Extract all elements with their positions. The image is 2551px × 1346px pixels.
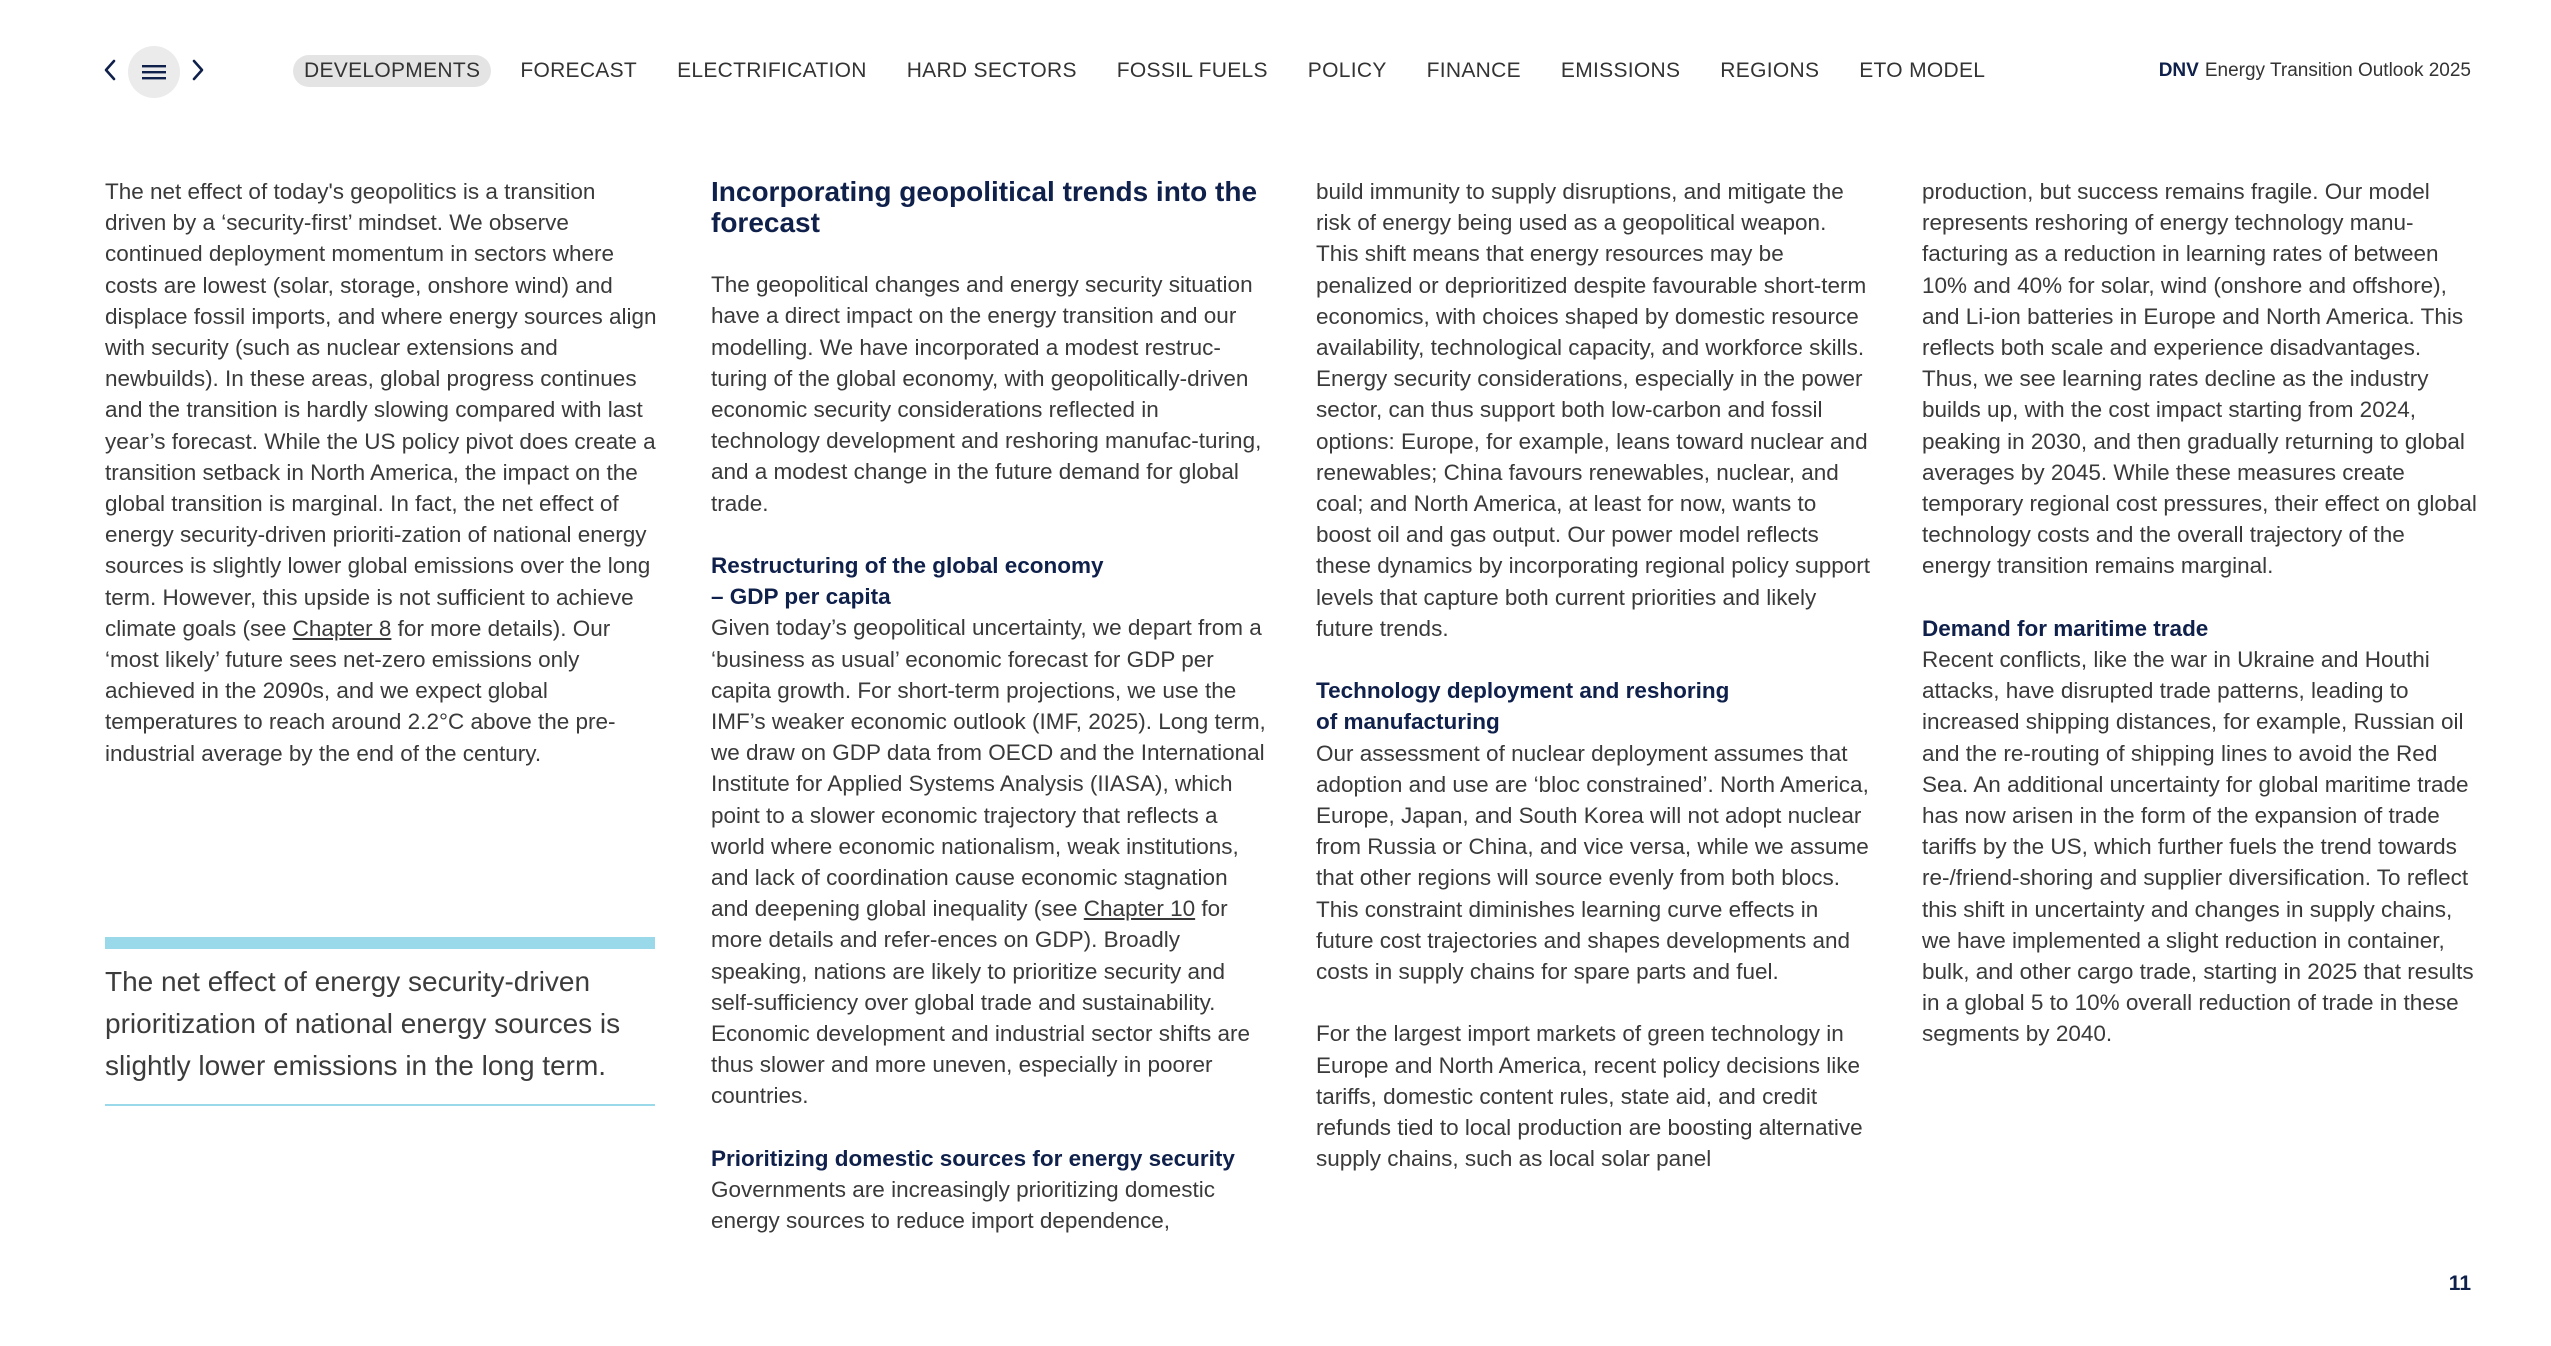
tab-emissions[interactable]: EMISSIONS [1560,59,1681,82]
intro-paragraph [105,176,661,769]
import-markets-paragraph: For the largest import markets of green technology in Europe and North America, recent policy decisions like tariffs, domestic content rules, state aid, and credit refunds tied to local production are boosting alternative supply chains, such as local solar panel [1316,1021,1863,1172]
column-1 [105,176,661,769]
tab-hard-sectors[interactable]: HARD SECTORS [906,59,1077,82]
gdp-paragraph [711,612,1267,1111]
gdp-text-part-2: for more details and refer-ences on GDP). Broadly speaking, nations are likely to prioritize security and self-sufficiency over global trade and sustainability. Economic development and industrial sector shifts are thus slower and more uneven, especially in poorer countries. [711,896,1251,1109]
subheading-domestic-sources: Prioritizing domestic sources for energy security [711,1145,1235,1171]
gdp-text-part-1: Given today’s geopolitical uncertainty, we depart from a ‘business as usual’ economic forecast for GDP per capita growth. For short-term projections, we use the IMF’s weaker economic outlook (IMF, 2025). Long term, we draw on GDP data from OECD and the International Institute for Applied Systems Analysis (IIASA), which point to a slower economic trajectory that reflects a world where economic nationalism, weak institutions, and lack of coordination cause economic stagnation and deepening global inequality (see [711,615,1266,922]
spacer [711,519,1267,550]
intro-text-part-1: The net effect of today's geopolitics is a transition driven by a ‘security-first’ mindset. We observe continued deployment momentum in sectors where costs are lowest (solar, storage, onshore wind) and displace fossil imports, and where energy sources align with security (such as nuclear extensions and newbuilds). In these areas, global progress continues and the transition is hardly slowing compared with last year’s forecast. While the US policy pivot does create a transition setback in North America, the impact on the global transition is marginal. In fact, the net effect of energy security-driven prioriti-zation of national energy sources is slightly lower global emissions over the long term. However, this upside is not sufficient to achieve climate goals (see [105,179,657,641]
chapter-10-link[interactable]: Chapter 10 [1083,896,1196,922]
next-page-button[interactable] [180,52,216,88]
tab-regions[interactable]: REGIONS [1720,59,1820,82]
subheading-gdp [711,550,1267,612]
pull-quote-bottom-rule [105,1104,655,1106]
subheading-technology-line-2: of manufacturing [1316,709,1500,735]
publication-title: Energy Transition Outlook 2025 [2204,60,2471,81]
spacer [711,238,1267,269]
tab-finance[interactable]: FINANCE [1426,59,1521,82]
nuclear-paragraph: Our assessment of nuclear deployment assumes that adoption and use are ‘bloc constrained’. North America, Europe, Japan, and South Korea will not adopt nuclear from Russia or China, and vice versa, while we assume that other regions will source evenly from both blocs. This constraint diminishes learning curve effects in future cost trajectories and shapes developments and costs in supply chains for spare parts and fuel. [1316,740,1869,985]
chevron-left-icon [100,58,120,82]
menu-button[interactable] [128,46,180,98]
column-4 [1922,176,2478,1050]
section-heading: Incorporating geopolitical trends into the forecast [711,176,1258,238]
tab-forecast[interactable]: FORECAST [520,59,638,82]
top-navigation [0,0,2551,145]
hamburger-menu-icon [141,62,167,82]
pull-quote-top-bar [105,937,655,949]
intro-text-part-2: for more details). Our ‘most likely’ future sees net-zero emissions only achieved in the 2090s, and we expect global temperatures to reach around 2.2°C above the pre-industrial average by the end of the century. [105,615,616,766]
spacer [711,1112,1267,1143]
column-3 [1316,176,1872,1174]
subheading-maritime-trade: Demand for maritime trade [1922,615,2209,641]
tab-electrification[interactable]: ELECTRIFICATION [677,59,867,82]
subheading-technology-line-1: Technology deployment and reshoring [1316,678,1730,704]
section-tabs [293,55,2014,87]
subheading-gdp-line-1: Restructuring of the global economy [711,553,1104,578]
pull-quote: The net effect of energy security-driven prioritization of national energy sources is slightly lower emissions in the long term. [105,966,621,1081]
previous-page-button[interactable] [92,52,128,88]
tab-eto-model[interactable]: ETO MODEL [1859,59,1986,82]
chevron-right-icon [188,58,208,82]
tab-policy[interactable]: POLICY [1307,59,1387,82]
energy-security-paragraph: build immunity to supply disruptions, and mitigate the risk of energy being used as a geopolitical weapon. This shift means that energy resources may be penalized or deprioritized despite favourable short-term economics, with choices shaped by domestic resource availability, technological capacity, and workforce skills. Energy security considerations, especially in the power sector, can thus support both low-carbon and fossil options: Europe, for example, leans toward nuclear and renewables; China favours renewables, nuclear, and coal; and North America, at least for now, wants to boost oil and gas output. Our power model reflects these dynamics by incorporating regional policy support levels that capture both current priorities and likely future trends. [1316,179,1871,641]
spacer [1922,582,2478,613]
geopolitical-paragraph: The geopolitical changes and energy security situation have a direct impact on the energy transition and our modelling. We have incorporated a modest restruc-turing of the global economy, with geopolitically-driven economic security considerations reflected in technology development and reshoring manufac-turing, and a modest change in the future demand for global trade. [711,272,1262,516]
tab-developments[interactable]: DEVELOPMENTS [293,55,491,87]
subheading-gdp-line-2: – GDP per capita [711,584,891,610]
domestic-sources-paragraph: Governments are increasingly prioritizing domestic energy sources to reduce import dependence, [711,1177,1215,1234]
spacer [1316,644,1872,675]
maritime-paragraph: Recent conflicts, like the war in Ukraine and Houthi attacks, have disrupted trade patterns, leading to increased shipping distances, for example, Russian oil and the re-routing of shipping lines to avoid the Red Sea. An additional uncertainty for global maritime trade has now arisen in the form of the expansion of trade tariffs by the US, which further fuels the trend towards re-/friend-shoring and supplier diversification. To reflect this shift in uncertainty and changes in supply chains, we have implemented a slight reduction in container, bulk, and other cargo trade, starting in 2025 that results in a global 5 to 10% overall reduction of trade in these segments by 2040. [1922,647,2474,1047]
publication-brand [2159,60,2471,82]
dnv-logo: DNV [2158,60,2199,81]
page-number: 11 [2448,1272,2471,1295]
spacer [1316,987,1872,1018]
reshoring-paragraph: production, but success remains fragile. Our model represents reshoring of energy technology manu-facturing as a reduction in learning rates of between 10% and 40% for solar, wind (onshore and offshore), and Li-ion batteries in Europe and North America. This reflects both scale and experience disadvantages. Thus, we see learning rates decline as the industry builds up, with the cost impact starting from 2024, peaking in 2030, and then gradually returning to global averages by 2045. While these measures create temporary regional cost pressures, their effect on global technology costs and the overall trajectory of the energy transition remains marginal. [1922,179,2477,579]
subheading-technology [1316,675,1872,737]
chapter-8-link[interactable]: Chapter 8 [292,615,392,641]
column-2 [711,176,1267,1236]
tab-fossil-fuels[interactable]: FOSSIL FUELS [1116,59,1268,82]
